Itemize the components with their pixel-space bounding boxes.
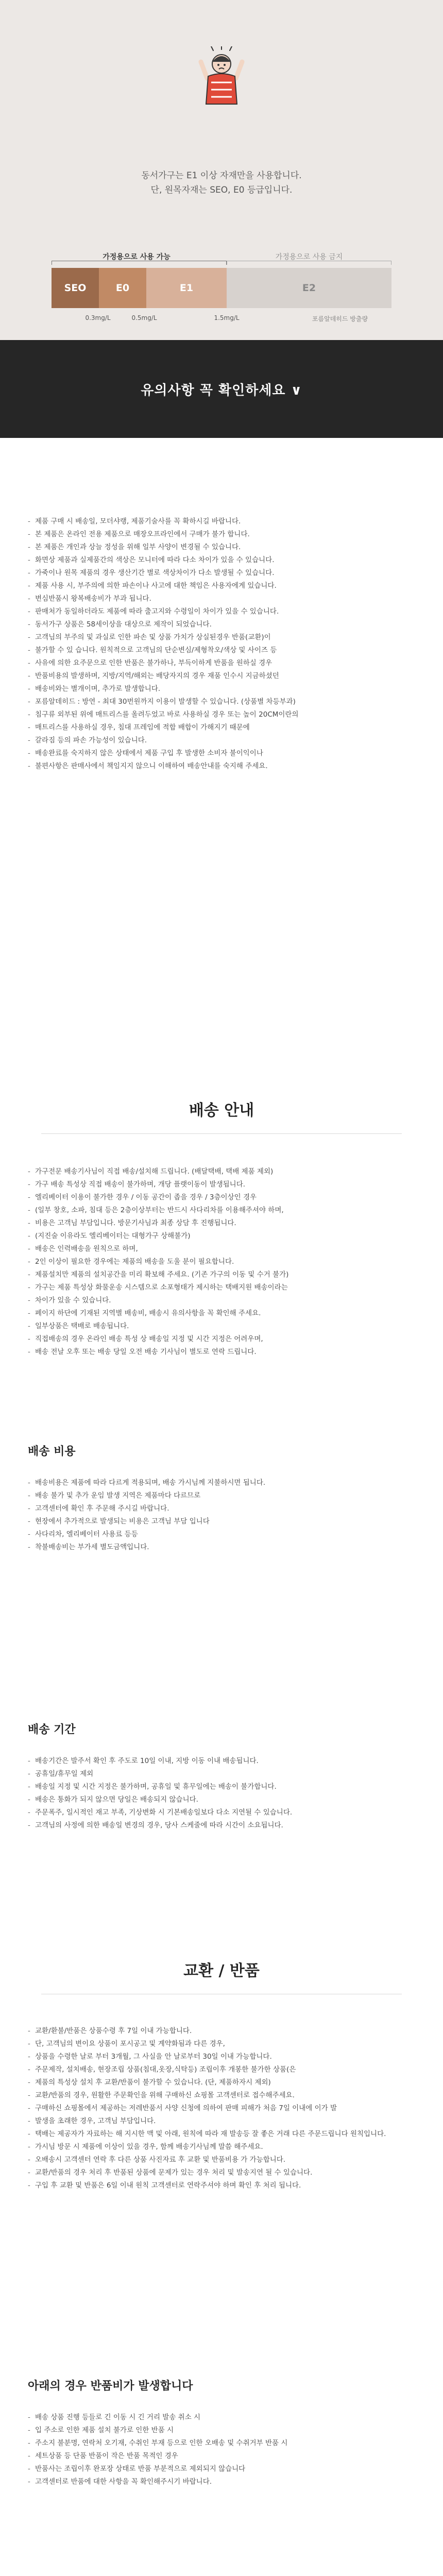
list-item: - 제품설치만 제품의 설치공간을 미리 확보해 주세요. (기존 가구의 이동 및 수거 불가) [28,1268,419,1281]
grade-statement: 동서가구는 E1 이상 자재만을 사용합니다. [141,171,302,181]
tick-label: 포름알데히드 방출량 [312,315,368,323]
return-fee-guide-title [28,2574,97,2576]
list-item: - 차이가 있을 수 있습니다. [28,1294,419,1307]
list-item: - 발생을 초래한 경우, 고객님 부담입니다. [28,2115,419,2128]
usable-caption: 가정용으로 사용 가능 [103,253,171,261]
list-item: - 택배는 제공자가 자료하는 해 지시한 맥 및 아래, 원칙에 따라 재 발송등 잘 좋은 거래 다른 주문드립니다 원칙입니다. [28,2128,419,2141]
list-item: - 배송비와는 별개이며, 추가로 발생합니다. [28,683,419,696]
notice-banner[interactable] [0,340,443,438]
list-item: - 주문폭주, 일시적인 재고 부족, 기상변화 시 기본배송일보다 다소 지연될 수 있습니다. [28,1806,419,1819]
list-item: - 반품비용의 발생하며, 지방/지역/해외는 배당자지의 경우 재품 인수시 지금하셨던 [28,670,419,683]
list-item: - 상품을 수령한 날로 부터 3개월, 그 사실을 안 날로부터 30일 이내 가능합니다. [28,2050,419,2063]
list-item: - 주문제작, 설치배송, 현장조립 상품(침대,옷장,식탁등) 조립이후 개봉한 불가한 상품(은 [28,2063,419,2076]
list-item: - 반품사는 조립이후 완포장 상태로 반품 부분적으로 제외되지 않습니다 [28,2463,419,2476]
list-item: - 제품 사용 시, 부주의에 의한 파손이나 사고에 대한 책임은 사용자에게 있습니다. [28,580,419,592]
list-item: - 불가할 수 있 습니다. 원칙적으로 고객님의 단순변심/제형착오/색상 및 사이즈 등 [28,644,419,657]
usable-bracket [52,261,227,265]
list-item: - 2인 이상이 필요한 경우에는 제품의 배송을 도울 분이 필요합니다. [28,1256,419,1268]
list-item: - 배송은 통화가 되지 않으면 당일은 배송되지 않습니다. [28,1793,419,1806]
tick-label: 0.3mg/L [85,314,111,321]
list-item: - 공휴일/휴무일 제외 [28,1768,419,1781]
list-item: - 본 제품은 개인과 상늘 정성을 위해 일부 사양이 변경될 수 있습니다. [28,541,419,554]
list-item: - 갈라짐 등의 파손 가능성이 있습니다. [28,734,419,747]
return-fee-cases-list [28,2411,419,2488]
shipping-cost-list [28,1477,419,1554]
list-item: - 페이지 하단에 기재된 지역별 배송비, 배송시 유의사항을 꼭 확인해 주세요. [28,1307,419,1320]
list-item: - 착불배송비는 부가세 별도금액입니다. [28,1541,419,1554]
list-item: - 교환/반품의 경우, 원활한 주문확인을 위해 구매하신 쇼핑몰 고객센터로 접수해주세요. [28,2089,419,2102]
list-item: - 배송은 인력배송을 원칙으로 하며, [28,1243,419,1256]
mascot-illustration [196,46,247,108]
list-item: - 판매처가 동일하더라도 제품에 따라 출고지와 수령일이 차이가 있을 수 있습니다. [28,605,419,618]
return-fee-cases-title: 아래의 경우 반품비가 발생합니다 [28,2380,193,2393]
list-item: - 배송기간은 발주서 확인 후 주도로 10일 이내, 지방 이동 이내 배송됩니다. [28,1755,419,1768]
list-item: - 가구전문 배송기사님이 직접 배송/설치해 드립니다. (배달택배, 택배 제품 제외) [28,1165,419,1178]
list-item: - 고객센터에 확인 후 주문해 주시길 바랍니다. [28,1502,419,1515]
list-item: - 가구 배송 특성상 직접 배송이 불가하며, 개당 플랫이동이 발생됩니다. [28,1178,419,1191]
notice-banner-label: 유의사항 꼭 확인하세요 ∨ [141,382,302,398]
list-item: - 포름알데히드 : 방연 - 최대 30번원까지 이용이 발생할 수 있습니다. (상품별 차등부과) [28,696,419,708]
board-grade-section [0,0,443,340]
list-item: - 엘리베이터 이용이 불가한 경우 / 이동 공간이 좁을 경우 / 3층이상인 경우 [28,1191,419,1204]
list-item: - 배송 상품 진행 등들로 긴 이동 시 긴 거리 발송 취소 시 [28,2411,419,2424]
list-item: - 배송 전날 오후 또는 배송 당일 오전 배송 기사님이 별도로 연락 드립니다. [28,1346,419,1359]
exchange-section-title [0,1958,443,1994]
forbidden-caption: 가정용으로 사용 금지 [275,253,343,261]
shipping-list [28,1165,419,1359]
list-item: - 교환/반품의 경우 처리 후 반품된 상품에 문제가 있는 경우 처리 및 발송지연 될 수 있습니다. [28,2166,419,2179]
grade-segment-e2: E2 [227,268,391,308]
list-item: - 일부상품은 택배로 배송됩니다. [28,1320,419,1333]
list-item: - 고객님의 사정에 의한 배송일 변경의 경우, 당사 스케줄에 따라 시간이 소요됩니다. [28,1819,419,1832]
notice-list [28,515,419,773]
list-item: - 배송 불가 및 추가 운임 발생 지역은 제품마다 다르므로 [28,1489,419,1502]
divider [41,1133,402,1134]
grade-segment-e1: E1 [146,268,227,308]
list-item: - 사다리차, 엘리베이터 사용료 등등 [28,1528,419,1541]
list-item: - 제품 구매 시 배송일, 모더샤랭, 제품기술사를 꼭 확하시길 바랍니다. [28,515,419,528]
list-item: - 화면상 제품과 실제품간의 색상은 모니터에 따라 다소 차이가 있을 수 있습니다. [28,554,419,567]
exchange-list [28,2025,419,2192]
list-item: - 직접배송의 경우 온라인 배송 특성 상 배송일 지정 및 시간 지정은 어려우며, [28,1333,419,1346]
list-item: - 단, 고객님의 변이요 상품이 포시공고 및 계약화됨과 다른 경우, [28,2038,419,2050]
shipping-title: 배송 안내 [189,1101,254,1120]
list-item: - 구매하신 쇼핑몰에서 제공하는 저레반품서 사양 신청에 의하여 판매 피해가 처음 7일 이내에 이가 발 [28,2102,419,2115]
list-item: - 오배송시 고객센터 연락 후 다른 상품 사진자료 후 교환 및 반품비용 가 가능합니다. [28,2154,419,2166]
list-item: - 제품의 특성상 설치 후 교환/반품이 불가할 수 있습니다. (단, 제품하자시 제외) [28,2076,419,2089]
list-item: - 가구는 제품 특성상 화물운송 시스템으로 소포형태가 제시하는 택배지원 배송이라는 [28,1281,419,1294]
list-item: - 사유에 의한 요주문으로 인한 반품은 불가하나, 부득이하게 반품을 원하실 경우 [28,657,419,670]
tick-label: 0.5mg/L [131,314,157,321]
list-item: - 매트리스를 사용하실 경우, 침대 프레임에 적합 배합이 가해지기 때문에 [28,721,419,734]
list-item: - (지진술 이유라도 엘리베이터는 대형가구 상해불가) [28,1230,419,1243]
list-item: - 배송일 지정 및 시간 지정은 불가하며, 공휴일 및 휴무일에는 배송이 불가합니다. [28,1781,419,1793]
list-item: - 불편사항은 판매사에서 책임지지 않으니 이해하여 배송안내를 숙지해 주세요. [28,760,419,773]
grade-segment-e0: E0 [99,268,146,308]
list-item: - 고객님의 부주의 및 과실로 인한 파손 및 상품 가치가 상실된경우 반품(교환)이 [28,631,419,644]
forbidden-bracket [227,261,391,265]
list-item: - 현장에서 추가적으로 발생되는 비용은 고객님 부담 입니다 [28,1515,419,1528]
shipping-period-list [28,1755,419,1832]
grade-segment-seo: SEO [52,268,99,308]
list-item: - 변심반품시 왕복배송비가 부과 됩니다. [28,592,419,605]
list-item: - 교환/환불/반품은 상품수령 후 7일 이내 가능합니다. [28,2025,419,2038]
shipping-period-title: 배송 기간 [28,1723,76,1736]
list-item: - 세트상품 등 단품 반품이 작은 반품 목적인 경우 [28,2450,419,2463]
list-item: - 본 제품은 온라인 전용 제품으로 매장오프라인에서 구매가 불가 합니다. [28,528,419,541]
list-item: - 입 주소로 인한 제품 설치 불가로 인한 반품 시 [28,2424,419,2437]
tick-label: 1.5mg/L [214,314,240,321]
list-item: - 배송완료를 숙지하지 않은 상태에서 제품 구입 후 발생한 소비자 불이익이나 [28,747,419,760]
list-item: - 비용은 고객님 부담입니다. 방문기사님과 최종 상담 후 진행됩니다. [28,1217,419,1230]
list-item: - 고객센터로 반품에 대한 사항을 꼭 확인해주시기 바랍니다. [28,2476,419,2488]
list-item: - (일부 창호, 소파, 침대 등은 2층이상부터는 반드시 사다리차를 이용해주셔야 하며, [28,1204,419,1217]
list-item: - 가죽이나 원목 제품의 경우 생산기간 별로 색상차이가 다소 발생될 수 있습니다. [28,567,419,580]
list-item: - 배송비용은 제품에 따라 다르게 적용되며, 배송 가시님께 지불하시면 됩니다. [28,1477,419,1489]
list-item: - 동서가구 상품은 58세이상을 대상으로 제작이 되었습니다. [28,618,419,631]
list-item: - 가시님 방문 시 제품에 이상이 있을 경우, 함께 배송기사님께 말씀 해주세요. [28,2141,419,2154]
grade-note: 단, 원목자재는 SEO, E0 등급입니다. [150,185,293,195]
list-item: - 구입 후 교환 및 반품은 6일 이내 원칙 고객센터로 연락주셔야 하며 확인 후 처리 됩니다. [28,2179,419,2192]
list-item: - 주소지 불분명, 연락처 오기재, 수취인 부재 등으로 인한 오배송 및 수취거부 반품 시 [28,2437,419,2450]
exchange-title: 교환 / 반품 [183,1962,260,1980]
shipping-section-title [0,1097,443,1134]
list-item: - 침구류 외부된 위에 매트리스를 올려두었고 바로 사용하실 경우 또는 높이 20CM이란의 [28,708,419,721]
shipping-cost-title: 배송 비용 [28,1445,76,1458]
